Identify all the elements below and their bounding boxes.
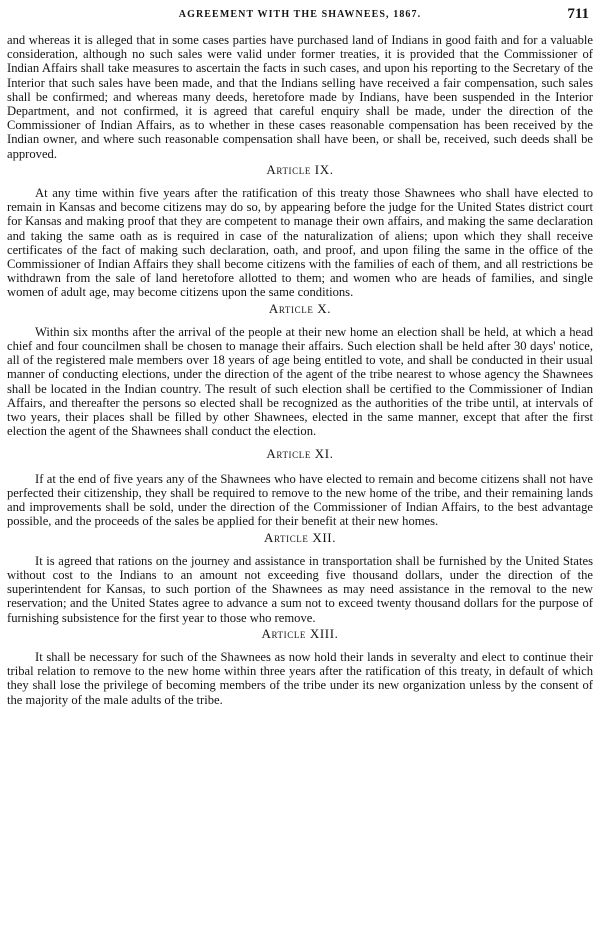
article-12-heading: Article XII. — [263, 529, 337, 545]
running-head — [7, 3, 593, 33]
page-number: 711 — [567, 6, 589, 22]
article-10-text: Within six months after the arrival of the people at their new home an election shall be held, at which a head chief and four councilmen shall be chosen to manage their affairs. Such election shall be held after 30 days' notice, all of the registered male members over 18 years of age being entitled to vote, and shall be conducted in their usual manner of conducting elections, under the direction of the agent of the tribe nearest to whose agency the Shawnees shall be located in the Indian country. The result of such election shall be certified to the Commissioner of Indian Affairs, and thereafter the persons so elected shall be recognized as the authorities of the tribe until, at intervals of two years, their places shall be filled by other Shawnees, elected in the same manner, except that after the first election the agent of the Shawnees shall conduct the election. — [7, 324, 593, 439]
article-9-heading: Article IX. — [266, 161, 334, 177]
article-13-text: It shall be necessary for such of the Shawnees as now hold their lands in severalty and elect to continue their tribal relation to remove to the new home within three years after the ratification of this treaty, in default of which they shall lose the privilege of becoming members of the tribe under its new organization unless by the consent of the majority of the male adults of the tribe. — [7, 649, 593, 707]
running-title: AGREEMENT WITH THE SHAWNEES, 1867. — [178, 9, 422, 20]
article-13-heading: Article XIII. — [261, 625, 339, 641]
article-9-text: At any time within five years after the ratification of this treaty those Shawnees who shall have elected to remain in Kansas and become citizens may do so, by appearing before the judge for the United States district court for Kansas and making proof that they are competent to manage their own affairs, and making the same declaration and taking the same oath as is required in case of the naturalization of aliens; upon which they shall receive certificates of the fact of making such declaration, oath, and proof, and upon filing the same in the office of the Commissioner of Indian Affairs they shall become citizens with the families of each of them, and all restrictions be withdrawn from the sale of land heretofore allotted to them; and women who are heads of families, and single women of adult age, may become citizens upon the same conditions. — [7, 186, 593, 300]
document-body — [7, 33, 593, 707]
article-12-text: It is agreed that rations on the journey and assistance in transportation shall be furnished by the United States without cost to the Indians to an amount not exceeding five thousand dollars, under the direction of the superintendent for Kansas, to such portion of the Shawnees as may need assistance in the removal to the new reservation; and the United States agree to advance a sum not to exceed twenty thousand dollars for the purpose of furnishing subsistence for the first year to those who remove. — [7, 553, 593, 625]
article-11-heading: Article XI. — [266, 446, 334, 462]
opening-paragraph: and whereas it is alleged that in some cases parties have purchased land of Indians in good faith and for a valuable consideration, although no such sales were valid under former treaties, it is provided that the Commissioner of Indian Affairs shall take measures to ascertain the facts in such cases, and upon his reporting to the Secretary of the Interior that such sales have been made, and that the Indians selling have received a fair compensation, such sales shall be confirmed; and whereas many deeds, heretofore made by Indians, have been suspended in the Interior Department, and not confirmed, it is agreed that careful enquiry shall be made, under the direction of the Commissioner of Indian Affairs, as to whether in these cases reasonable compensation has been received by the Indian owner, and where such reasonable compensation shall have been, or shall be, received, such deeds shall be approved. — [7, 33, 593, 161]
article-11-text: If at the end of five years any of the Shawnees who have elected to remain and become citizens shall not have perfected their citizenship, they shall be required to remove to the new home of the tribe, and their remaining lands and improvements shall be sold, under the direction of the Commissioner of Indian Affairs, to the best advantage possible, and the proceeds of the sales be applied for their benefit at their new homes. — [7, 471, 593, 529]
article-10-heading: Article X. — [268, 300, 332, 316]
